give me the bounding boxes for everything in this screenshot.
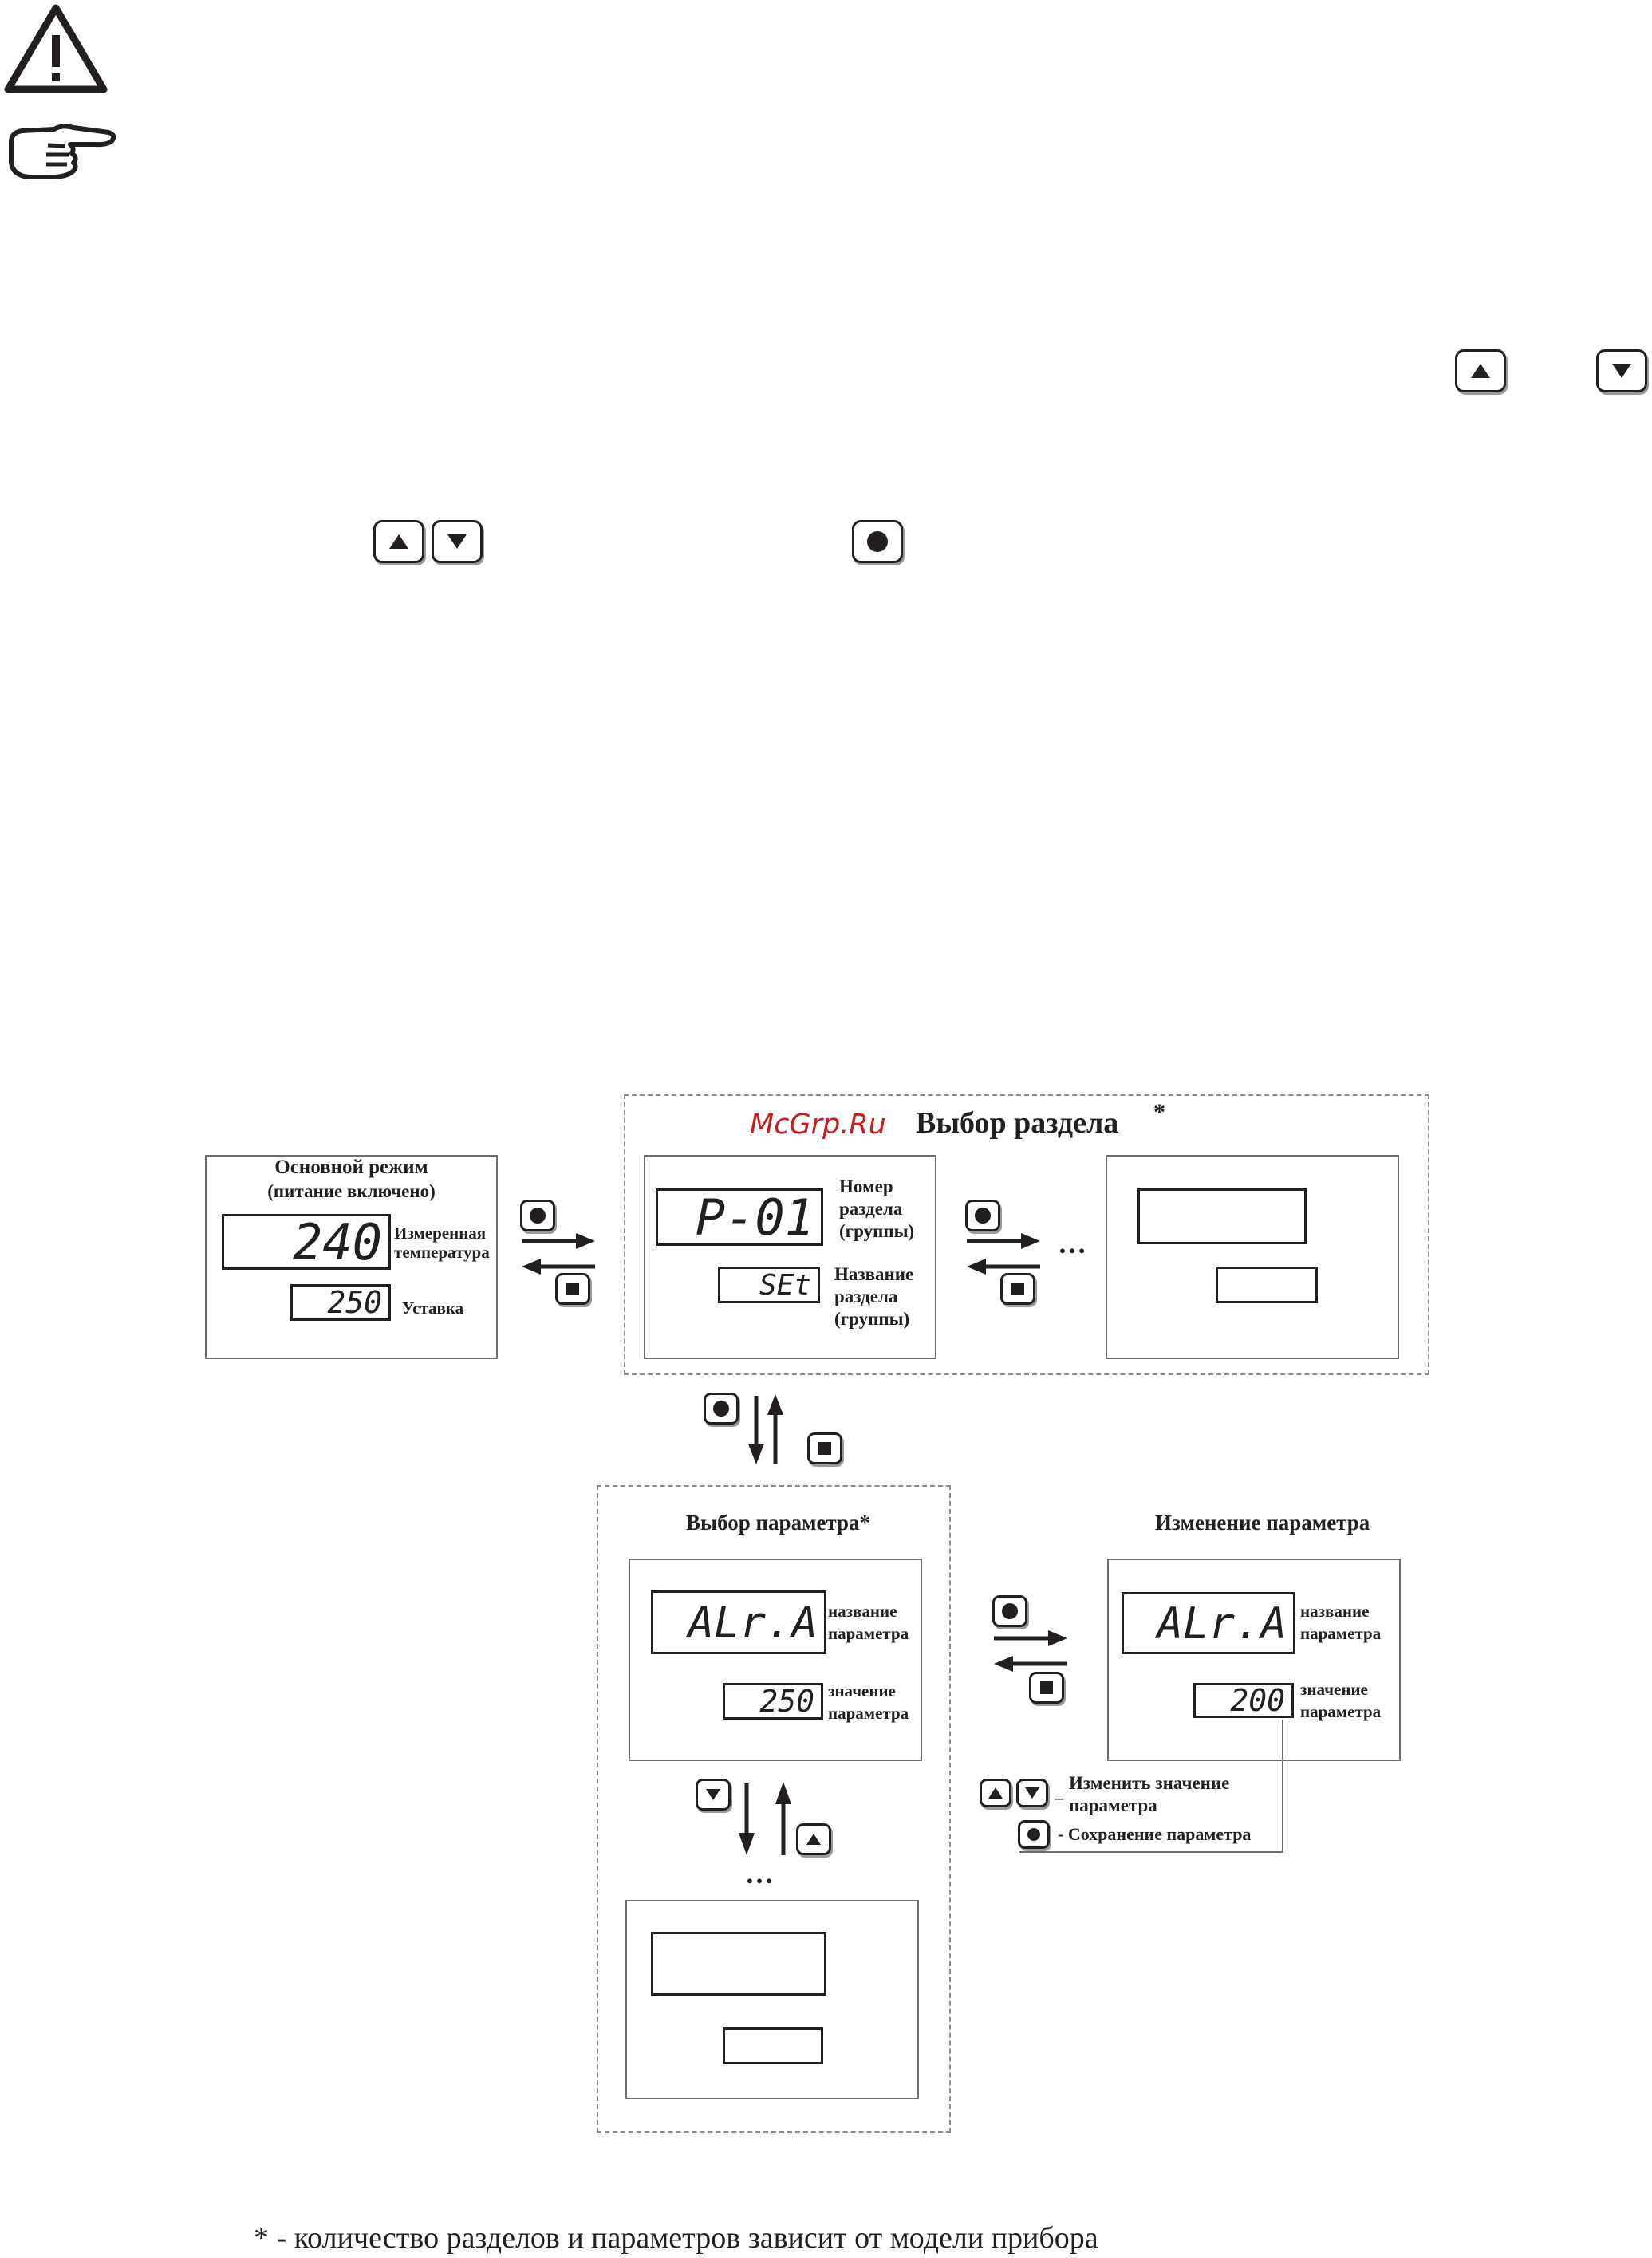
- edit-param-name-label-1: название: [1300, 1602, 1370, 1621]
- arrow-down-key-icon: [696, 1779, 731, 1811]
- next-section-name-display: [1216, 1267, 1318, 1303]
- section-select-title: Выбор раздела: [916, 1106, 1119, 1140]
- edit-param-value-label-1: значение: [1300, 1680, 1368, 1699]
- param-select-title: Выбор параметра*: [686, 1511, 871, 1535]
- legend-save-label: - Сохранение параметра: [1058, 1824, 1252, 1844]
- legend-change-label-2: параметра: [1069, 1795, 1157, 1815]
- arrow-up-key-icon: [796, 1823, 831, 1855]
- section-name-label-2: раздела: [834, 1287, 898, 1306]
- param-value-display: 250: [723, 1683, 823, 1720]
- dot-key-icon: [1018, 1820, 1050, 1849]
- vertical-transition-arrows: [739, 1391, 787, 1468]
- edit-param-name-display: ALr.A: [1122, 1592, 1295, 1654]
- setpoint-display: 250: [290, 1284, 391, 1321]
- arrow-up-key-icon: [980, 1779, 1011, 1807]
- edit-param-value-label-2: параметра: [1300, 1702, 1382, 1721]
- section-number-label-1: Номер: [839, 1176, 893, 1196]
- param-name-label-1: название: [828, 1602, 897, 1621]
- footnote: * - количество разделов и параметров зависит от модели прибора: [254, 2221, 1098, 2255]
- main-mode-title: Основной режим: [274, 1157, 428, 1178]
- dot-key-icon: [852, 520, 903, 563]
- next-param-panel: [625, 1900, 919, 2099]
- measured-label-2: температура: [394, 1243, 490, 1262]
- dot-key-icon: [965, 1200, 1000, 1231]
- arrow-up-key-icon: [373, 520, 424, 563]
- warning-triangle-icon: [3, 3, 108, 94]
- next-section-panel: [1106, 1155, 1399, 1359]
- dot-key-icon: [704, 1393, 739, 1425]
- setpoint-label: Уставка: [402, 1298, 464, 1318]
- measured-label-1: Измеренная: [394, 1224, 487, 1243]
- square-key-icon: [1029, 1672, 1064, 1704]
- param-name-label-2: параметра: [828, 1624, 909, 1643]
- transition-arrows: [964, 1228, 1043, 1284]
- section-number-display: P-01: [656, 1188, 823, 1246]
- pointing-hand-icon: [6, 121, 118, 182]
- param-value-label-2: параметра: [828, 1704, 909, 1723]
- legend-dash: –: [1055, 1787, 1063, 1807]
- section-ellipsis: …: [1058, 1228, 1086, 1259]
- edit-param-value-display: 200: [1193, 1683, 1294, 1718]
- param-edit-title: Изменение параметра: [1155, 1511, 1370, 1535]
- dot-key-icon: [520, 1200, 555, 1231]
- section-select-asterisk: *: [1153, 1099, 1165, 1125]
- param-panel: [629, 1559, 922, 1761]
- param-ellipsis: …: [745, 1858, 774, 1890]
- next-section-number-display: [1137, 1188, 1307, 1244]
- main-mode-subtitle: (питание включено): [267, 1181, 436, 1201]
- arrow-up-key-icon: [1455, 349, 1506, 392]
- section-number-label-3: (группы): [839, 1221, 915, 1241]
- transition-arrows: [518, 1228, 598, 1284]
- section-number-label-2: раздела: [839, 1199, 903, 1219]
- arrow-down-key-icon: [1016, 1779, 1048, 1807]
- param-name-display: ALr.A: [651, 1590, 826, 1654]
- param-value-label-1: значение: [828, 1681, 896, 1700]
- arrow-down-key-icon: [432, 520, 483, 563]
- watermark: McGrp.Ru: [750, 1109, 886, 1141]
- legend-change-label-1: Изменить значение: [1069, 1773, 1230, 1793]
- measured-temperature-display: 240: [222, 1214, 391, 1270]
- arrow-down-key-icon: [1596, 349, 1647, 392]
- edit-param-name-label-2: параметра: [1300, 1624, 1382, 1643]
- square-key-icon: [807, 1432, 842, 1464]
- next-param-name-display: [651, 1932, 826, 1996]
- vertical-transition-arrows: [764, 1779, 796, 1858]
- section-name-label-1: Название: [834, 1264, 914, 1284]
- section-name-label-3: (группы): [834, 1309, 910, 1329]
- next-param-value-display: [723, 2027, 823, 2064]
- section-name-display: SEt: [718, 1267, 820, 1303]
- dot-key-icon: [992, 1595, 1027, 1627]
